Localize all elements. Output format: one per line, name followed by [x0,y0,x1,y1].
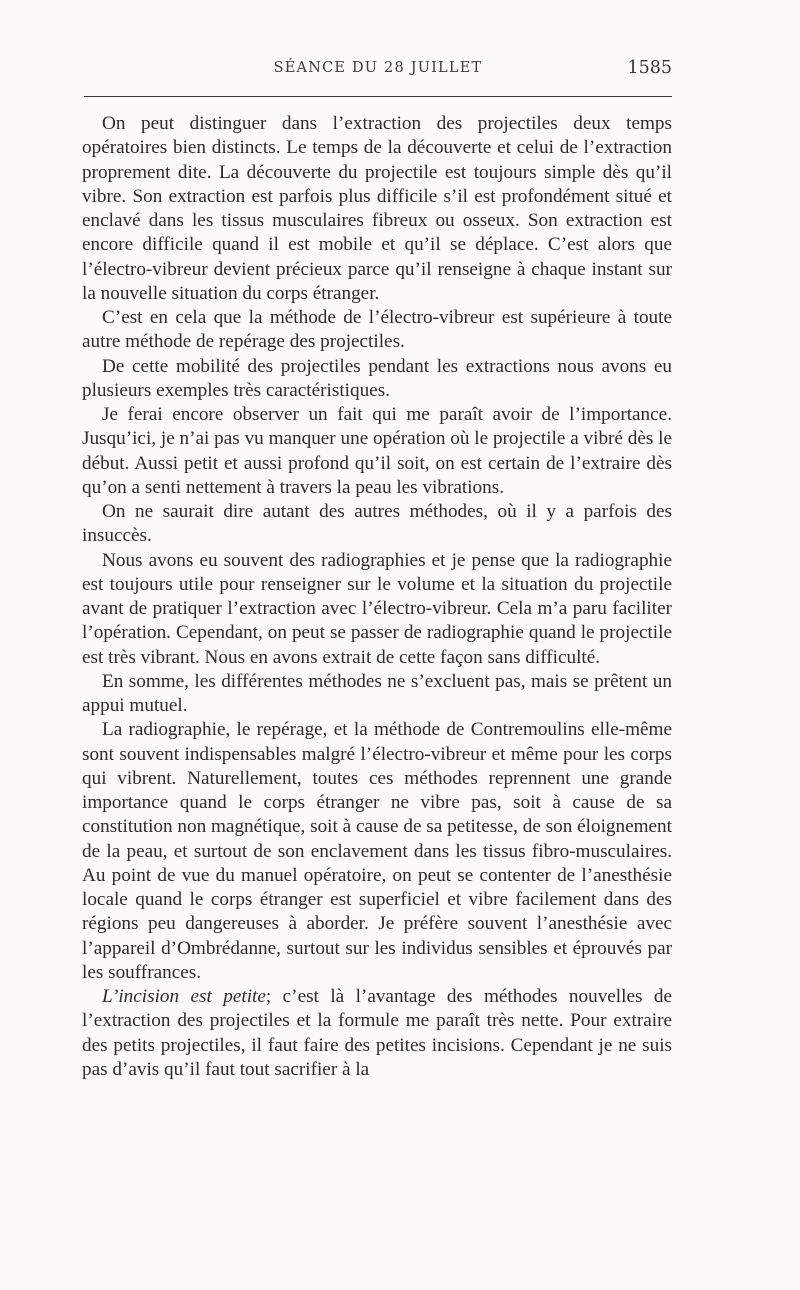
paragraph-6: Nous avons eu souvent des radiographies et je pense que la radiographie est toujours utile pour renseigner sur le volume et la situation du projectile avant de pratiquer l’extraction avec l’électro-vibreur. Cela m’a paru faciliter l’opération. Cependant, on peut se passer de radiographie quand le projectile est très vibrant. Nous en avons extrait de cette façon sans difficulté. [82,549,672,668]
paragraph-8: La radiographie, le repérage, et la méthode de Contremoulins elle-même sont souvent indispensables malgré l’électro-vibreur et même pour les corps qui vibrent. Naturellement, toutes ces méthodes reprennent une grande importance quand le corps étranger ne vibre pas, soit à cause de sa constitution non magnétique, soit à cause de sa petitesse, de son éloignement de la peau, et surtout de son enclavement dans les tissus fibro-musculaires. Au point de vue du manuel opératoire, on peut se contenter de l’anesthésie locale quand le corps étranger est superficiel et vibre facilement dans des régions peu dangereuses à aborder. Je préfère souvent l’anesthésie avec l’appareil d’Ombrédanne, surtout sur les individus sensibles et éprouvés par les souffrances. [82,719,672,983]
paragraph-3: De cette mobilité des projectiles pendant les extractions nous avons eu plusieurs exemples très caractéristiques. [82,355,672,401]
paragraph-1: On peut distinguer dans l’extraction des projectiles deux temps opératoires bien distincts. Le temps de la découverte et celui de l’extraction proprement dite. La découverte du projectile est toujours simple dès qu’il vibre. Son extraction est parfois plus difficile s’il est profondément situé et enclavé dans les tissus musculaires fibreux ou osseux. Son extraction est encore difficile quand il est mobile et qu’il se déplace. C’est alors que l’électro-vibreur devient précieux parce qu’il renseigne à chaque instant sur la nouvelle situation du corps étranger. [82,113,672,304]
paragraph-2: C’est en cela que la méthode de l’électro-vibreur est supérieure à toute autre méthode de repérage des projectiles. [82,307,672,353]
page-number: 1585 [627,58,672,78]
paragraph-4: Je ferai encore observer un fait qui me paraît avoir de l’importance. Jusqu’ici, je n’ai pas vu manquer une opération où le projectile a vibré dès le début. Aussi petit et aussi profond qu’il soit, on est certain de l’extraire dès qu’on a senti nettement à travers la peau les vibrations. [82,404,672,498]
page-header [84,60,672,86]
body-text [82,112,672,1082]
italic-phrase: L’incision est petite [102,986,266,1007]
running-title: SÉANCE DU 28 JUILLET [273,60,483,76]
paragraph-9 [82,985,672,1082]
paragraph-7: En somme, les différentes méthodes ne s’excluent pas, mais se prêtent un appui mutuel. [82,670,672,716]
paragraph-5: On ne saurait dire autant des autres méthodes, où il y a parfois des insuccès. [82,501,672,547]
header-rule [84,96,672,97]
paragraph-9-text: ; c’est là l’avantage des méthodes nouvelles de l’extraction des projectiles et la formule me paraît très nette. Pour extraire des petits projectiles, il faut faire des petites incisions. Cependant je ne suis pas d’avis qu’il faut tout sacrifier à la [82,986,672,1080]
